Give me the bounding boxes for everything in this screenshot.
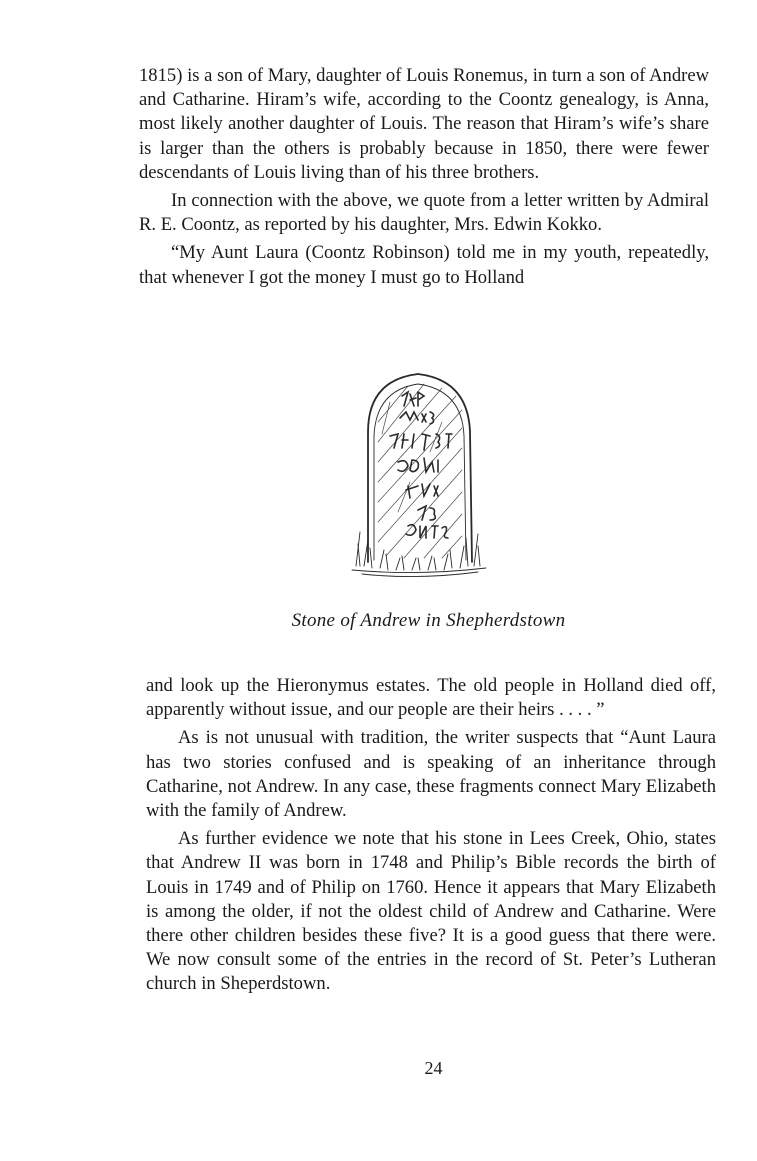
paragraph-2: In connection with the above, we quote from a letter written by Admiral R. E. Coontz, as reported by his daughter, Mrs. Edwin Kokko. xyxy=(139,190,709,236)
text-block-top xyxy=(139,64,709,290)
page-number-text: 24 xyxy=(424,1058,443,1078)
paragraph-3: “My Aunt Laura (Coontz Robinson) told me in my youth, repeatedly, that whenever I got the money I must go to Holland xyxy=(139,242,709,288)
gravestone-illustration xyxy=(338,362,498,584)
figure-caption xyxy=(0,610,757,632)
caption-text: Stone of Andrew in Shepherdstown xyxy=(291,610,566,631)
paragraph-1: 1815) is a son of Mary, daughter of Louis Ronemus, in turn a son of Andrew and Catharine. Hiram’s wife, according to the Coontz genealogy, is Anna, most likely another daughter of Louis. The reason that Hiram’s wife’s share is larger than the others is probably because in 1850, there were fewer descendants of Louis living than of his three brothers. xyxy=(139,65,709,183)
paragraph-5: As is not unusual with tradition, the writer suspects that “Aunt Laura has two stories confused and is speaking of an inheritance through Catharine, not Andrew. In any case, these fragments connect Mary Elizabeth with the family of Andrew. xyxy=(146,727,716,822)
paragraph-4: and look up the Hieronymus estates. The old people in Holland died off, apparently without issue, and our people are their heirs . . . . ” xyxy=(146,675,716,721)
paragraph-6: As further evidence we note that his stone in Lees Creek, Ohio, states that Andrew II was born in 1748 and Philip’s Bible records the birth of Louis in 1749 and of Philip on 1760. Hence it appears that Mary Elizabeth is among the older, if not the oldest child of Andrew and Catharine. Were there other children besides these five? It is a good guess that there were. We now consult some of the entries in the record of St. Peter’s Lutheran church in Sheperdstown. xyxy=(146,828,716,995)
page-number xyxy=(0,1058,757,1079)
text-block-bottom xyxy=(146,674,716,997)
